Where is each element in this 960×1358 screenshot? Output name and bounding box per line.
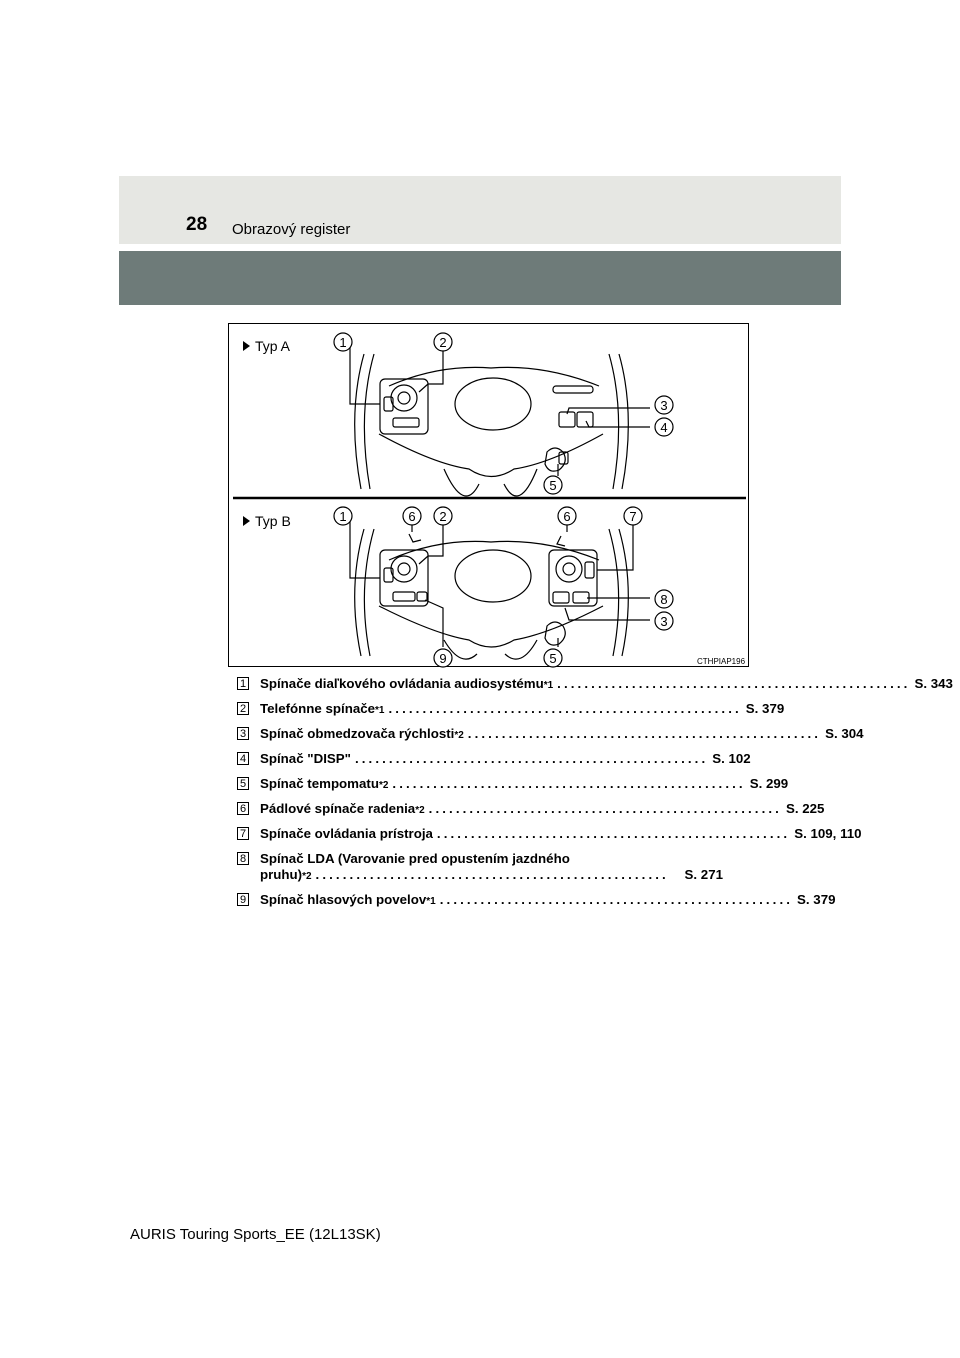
leader-dots: .................................................... bbox=[557, 676, 911, 691]
legend-label: Spínač tempomatu bbox=[260, 776, 379, 791]
callout-b-5: 5 bbox=[549, 651, 557, 666]
image-code: CTHPIAP196 bbox=[697, 657, 746, 666]
callout-a-4: 4 bbox=[660, 420, 668, 435]
document-footer: AURIS Touring Sports_EE (12L13SK) bbox=[130, 1226, 381, 1243]
legend-entry bbox=[237, 826, 862, 842]
type-b-label: Typ B bbox=[255, 513, 291, 529]
legend-entry: 9 Spínač hlasových povelov *1 .................................................... S. 379 bbox=[237, 892, 723, 908]
callout-b-6-right: 6 bbox=[563, 509, 571, 524]
page-reference-link[interactable]: S. 379 bbox=[797, 892, 836, 907]
legend-label: Spínače ovládania prístroja bbox=[260, 826, 433, 841]
leader-dots: .................................................... bbox=[436, 826, 791, 841]
legend-label: Pádlové spínače radenia bbox=[260, 801, 416, 816]
steering-wheel-figure bbox=[228, 323, 749, 667]
callout-b-7: 7 bbox=[629, 509, 637, 524]
page-reference-link[interactable]: S. 225 bbox=[785, 801, 825, 816]
legend-entry: 5 Spínač tempomatu *2 .................................................... S. 299 bbox=[237, 776, 723, 792]
callout-b-8: 8 bbox=[660, 592, 668, 607]
legend-label-line2: pruhu) bbox=[260, 867, 303, 882]
page-number: 28 bbox=[186, 214, 208, 235]
section-banner bbox=[119, 251, 841, 305]
page-reference-link[interactable]: S. 343 bbox=[914, 676, 953, 691]
page-reference-link[interactable]: S. 271 bbox=[684, 867, 723, 882]
legend-number: 4 bbox=[237, 752, 249, 765]
legend-label-line1: Spínač LDA (Varovanie pred opustením jazdného bbox=[260, 851, 570, 866]
legend-label: Telefónne spínače bbox=[260, 701, 376, 716]
leader-dots: .................................................... bbox=[392, 776, 746, 791]
page-reference-link[interactable]: S. 102 bbox=[712, 751, 751, 766]
legend-label: Spínač hlasových povelov bbox=[260, 892, 427, 907]
legend-number: 3 bbox=[237, 727, 249, 740]
legend-number: 5 bbox=[237, 777, 249, 790]
legend-entry: 8 Spínač LDA (Varovanie pred opustením jazdného pruhu) *2 .................................................... S. 271 bbox=[237, 851, 723, 883]
callout-b-2: 2 bbox=[439, 509, 447, 524]
section-title: Obrazový register bbox=[232, 221, 351, 238]
legend-number: 9 bbox=[237, 893, 249, 906]
leader-dots: .................................................... bbox=[315, 867, 669, 882]
callout-b-9: 9 bbox=[439, 651, 447, 666]
legend-label: Spínač obmedzovača rýchlosti bbox=[260, 726, 455, 741]
leader-dots: .................................................... bbox=[354, 751, 709, 766]
callout-a-3: 3 bbox=[660, 398, 668, 413]
callout-a-2: 2 bbox=[439, 335, 447, 350]
legend-entry: 1 Spínače diaľkového ovládania audiosystému *1 .................................................... S. 343 bbox=[237, 676, 723, 692]
callout-legend bbox=[237, 676, 953, 917]
type-a-label: Typ A bbox=[255, 338, 291, 354]
page-reference-link[interactable]: S. 109, 110 bbox=[794, 826, 862, 841]
legend-entry: 2 Telefónne spínače *1 .................................................... S. 379 bbox=[237, 701, 723, 717]
legend-number: 7 bbox=[237, 827, 249, 840]
legend-number: 1 bbox=[237, 677, 249, 690]
legend-number: 8 bbox=[237, 852, 249, 865]
legend-number: 6 bbox=[237, 802, 249, 815]
page-reference-link[interactable]: S. 304 bbox=[825, 726, 864, 741]
leader-dots: .................................................... bbox=[467, 726, 822, 741]
header-band bbox=[119, 176, 841, 244]
leader-dots: .................................................... bbox=[388, 701, 742, 716]
callout-b-1: 1 bbox=[339, 509, 347, 524]
page-reference-link[interactable]: S. 379 bbox=[745, 701, 785, 716]
callout-b-3: 3 bbox=[660, 614, 668, 629]
callout-b-6: 6 bbox=[408, 509, 416, 524]
legend-entry: 3 Spínač obmedzovača rýchlosti *2 .................................................... S. 304 bbox=[237, 726, 723, 742]
page-reference-link[interactable]: S. 299 bbox=[749, 776, 789, 791]
legend-entry bbox=[237, 751, 751, 767]
callout-a-5: 5 bbox=[549, 478, 557, 493]
leader-dots: .................................................... bbox=[439, 892, 794, 907]
leader-dots: .................................................... bbox=[428, 801, 782, 816]
legend-entry: 6 Pádlové spínače radenia *2 .................................................... S. 225 bbox=[237, 801, 723, 817]
legend-label: Spínač "DISP" bbox=[260, 751, 351, 766]
callout-a-1: 1 bbox=[339, 335, 347, 350]
steering-wheel-illustration bbox=[229, 324, 750, 668]
legend-label: Spínače diaľkového ovládania audiosystému bbox=[260, 676, 544, 691]
legend-number: 2 bbox=[237, 702, 249, 715]
